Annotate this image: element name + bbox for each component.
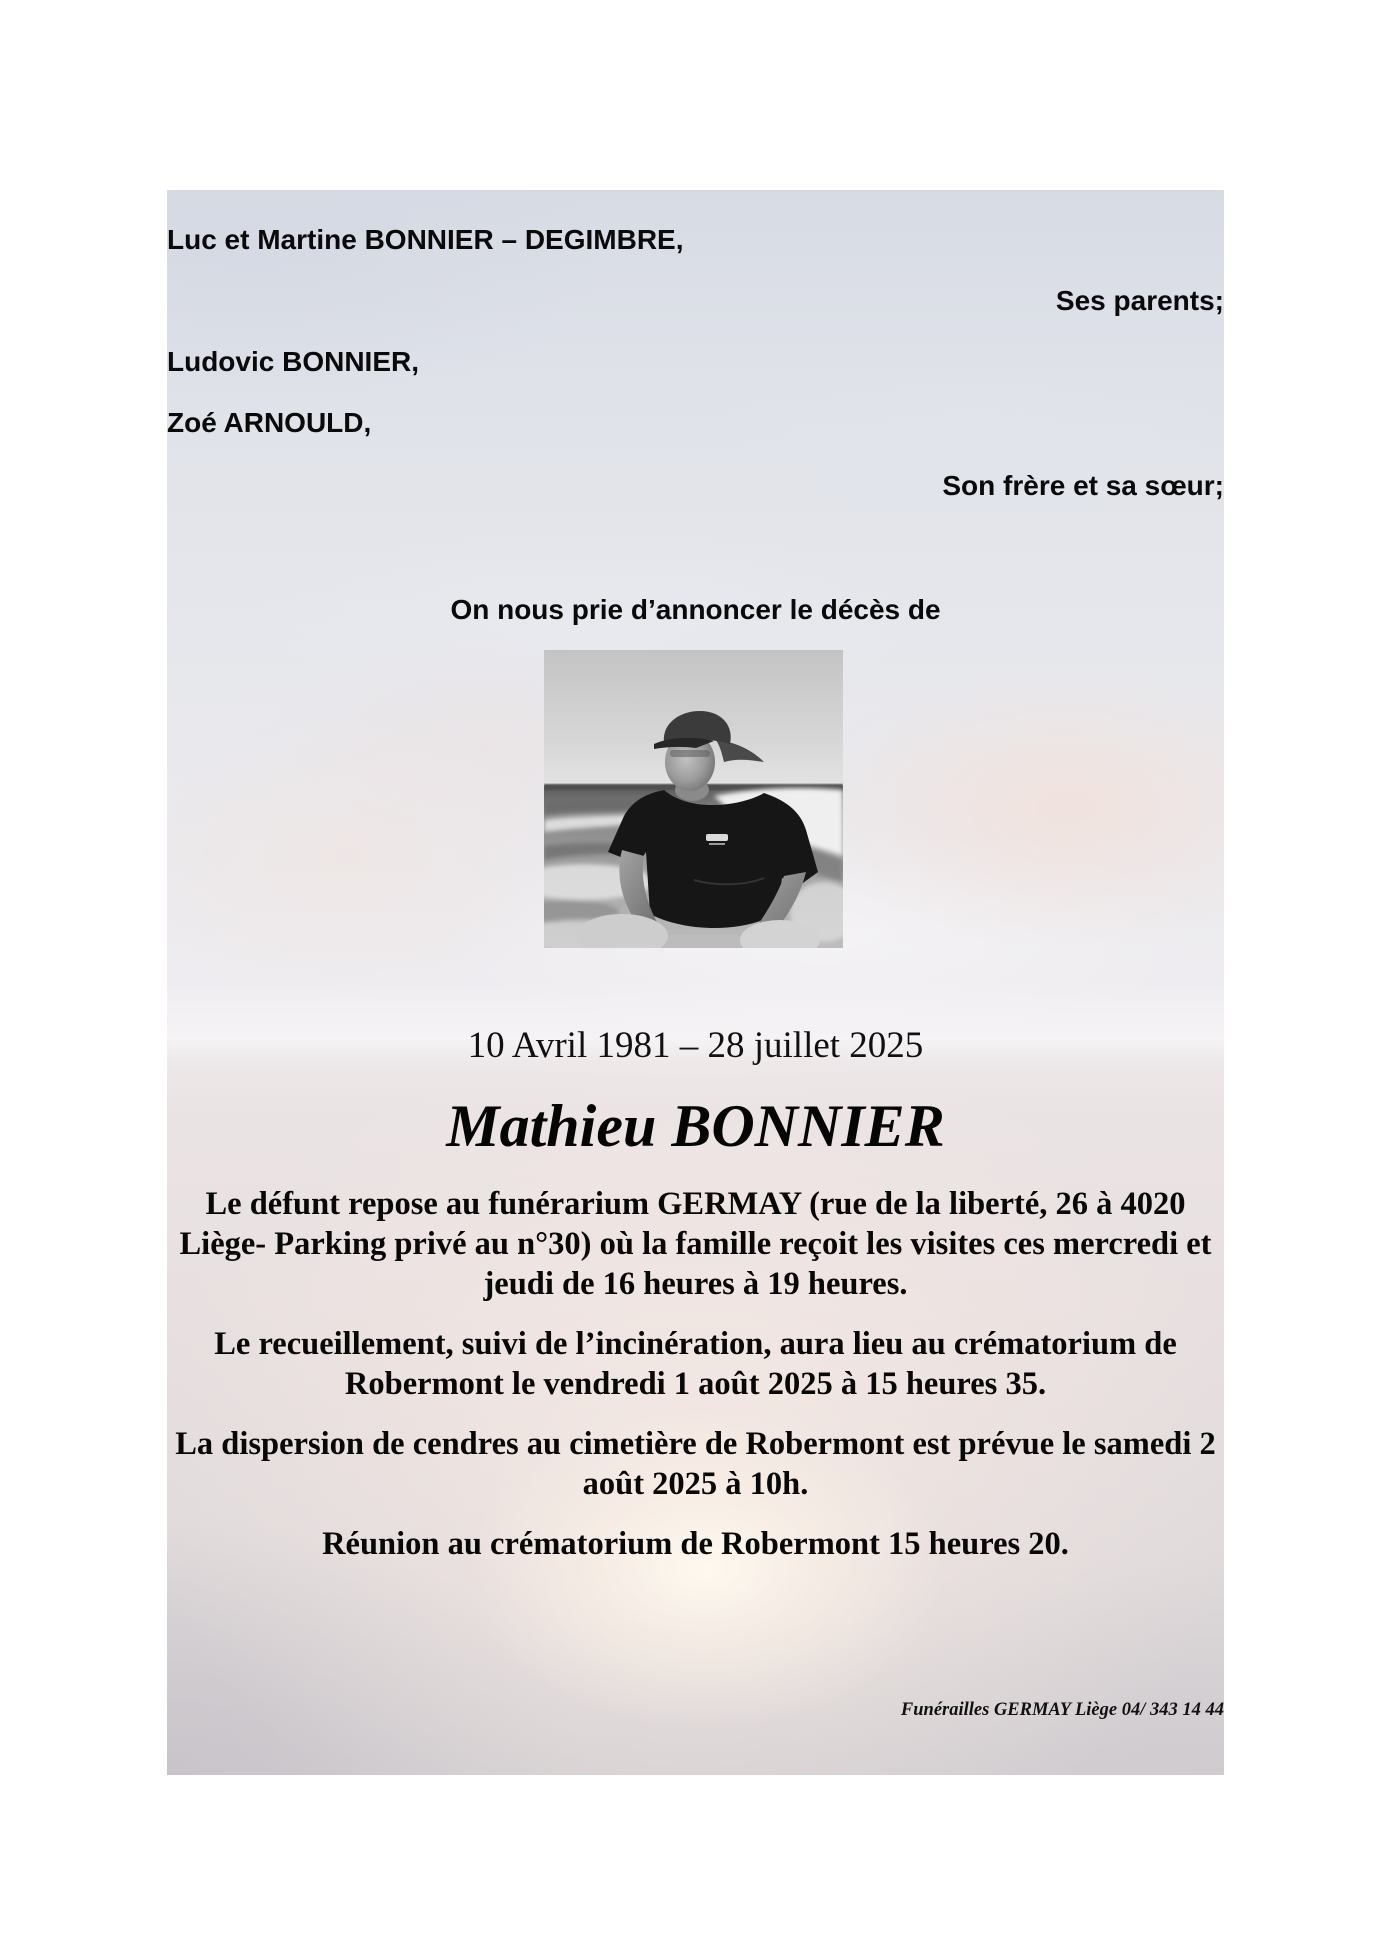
siblings-relation: Son frère et sa sœur;: [942, 470, 1224, 501]
meeting-paragraph: [167, 1524, 1224, 1564]
life-dates: 10 Avril 1981 – 28 juillet 2025: [467, 1025, 924, 1066]
sibling-name: Zoé ARNOULD,: [167, 407, 372, 438]
paragraph-line: août 2025 à 10h.: [582, 1466, 809, 1502]
paragraph-line: jeudi de 16 heures à 19 heures.: [483, 1266, 908, 1302]
paragraph-line: Liège- Parking privé au n°30) où la famille reçoit les visites ces mercredi et: [179, 1226, 1212, 1262]
funeral-details: [167, 1184, 1224, 1584]
sibling-name: Ludovic BONNIER,: [167, 346, 420, 377]
paragraph-line: Réunion au crématorium de Robermont 15 heures 20.: [322, 1526, 1069, 1562]
parents-names: Luc et Martine BONNIER – DEGIMBRE,: [167, 224, 684, 255]
paragraph-line: La dispersion de cendres au cimetière de Robermont est prévue le samedi 2: [175, 1426, 1216, 1462]
paragraph-line: Le défunt repose au funérarium GERMAY (rue de la liberté, 26 à 4020: [205, 1186, 1186, 1222]
obituary-card: [167, 190, 1224, 1775]
funeral-home-credit: Funérailles GERMAY Liège 04/ 343 14 44: [900, 1700, 1224, 1720]
tshirt-logo: [706, 834, 728, 841]
ceremony-paragraph: [167, 1324, 1224, 1404]
face-shadow: [670, 750, 710, 757]
deceased-name: Mathieu BONNIER: [446, 1093, 945, 1159]
parents-relation: Ses parents;: [1055, 285, 1224, 316]
paragraph-line: Robermont le vendredi 1 août 2025 à 15 heures 35.: [344, 1366, 1047, 1402]
deceased-photo: [544, 650, 843, 948]
ash-dispersion-paragraph: [167, 1424, 1224, 1504]
paragraph-line: Le recueillement, suivi de l’incinération, aura lieu au crématorium de: [214, 1326, 1177, 1362]
tshirt-logo-line: [709, 843, 725, 845]
visitation-paragraph: [167, 1184, 1224, 1304]
death-announcement: On nous prie d’annoncer le décès de: [450, 594, 941, 625]
